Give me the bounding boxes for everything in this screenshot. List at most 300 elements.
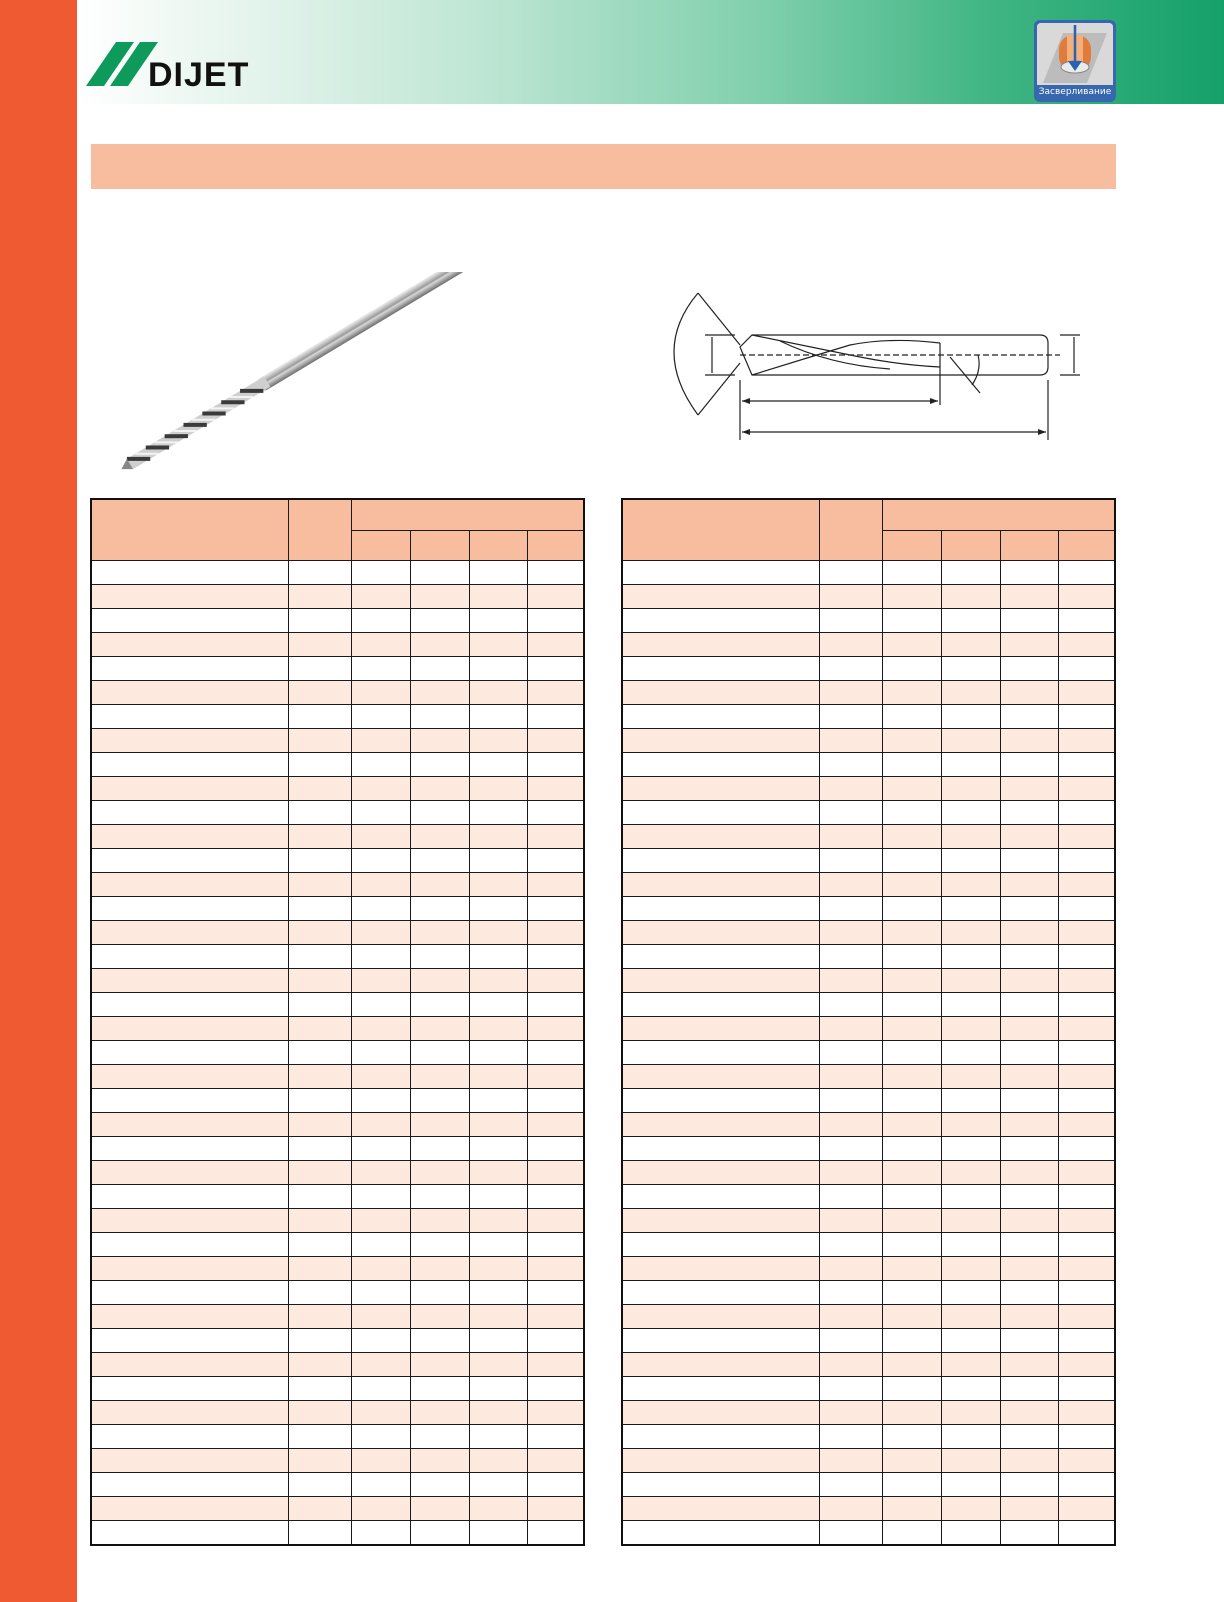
table-cell <box>942 705 1000 729</box>
table-cell <box>411 993 469 1017</box>
table-cell <box>351 753 410 777</box>
table-cell <box>942 1281 1000 1305</box>
table-row <box>91 1161 584 1185</box>
table-cell <box>1000 657 1058 681</box>
table-cell <box>411 1425 469 1449</box>
table-cell <box>469 825 527 849</box>
table-cell <box>1059 681 1116 705</box>
table-cell <box>1000 1401 1058 1425</box>
table-cell <box>91 1497 289 1521</box>
table-cell <box>622 945 820 969</box>
table-cell <box>469 1017 527 1041</box>
table-cell <box>1000 1137 1058 1161</box>
table-row <box>622 1281 1115 1305</box>
table-cell <box>1000 609 1058 633</box>
table-cell <box>1059 849 1116 873</box>
table-cell <box>1000 729 1058 753</box>
table-cell <box>91 777 289 801</box>
table-row <box>91 969 584 993</box>
table-row <box>622 705 1115 729</box>
table-cell <box>528 1449 585 1473</box>
table-cell <box>469 1473 527 1497</box>
table-cell <box>820 705 883 729</box>
table-cell <box>1000 849 1058 873</box>
table-row <box>622 873 1115 897</box>
table-cell <box>528 585 585 609</box>
table-cell <box>289 1353 352 1377</box>
table-cell <box>820 825 883 849</box>
table-row <box>91 777 584 801</box>
table-cell <box>622 705 820 729</box>
table-cell <box>411 609 469 633</box>
table-cell <box>1000 585 1058 609</box>
table-cell <box>622 633 820 657</box>
table-cell <box>351 1521 410 1546</box>
title-bar <box>91 144 1116 189</box>
table-cell <box>469 801 527 825</box>
table-cell <box>820 777 883 801</box>
table-cell <box>469 1497 527 1521</box>
table-cell <box>1059 1257 1116 1281</box>
table-cell <box>942 1449 1000 1473</box>
table-cell <box>469 1521 527 1546</box>
table-row <box>622 969 1115 993</box>
table-cell <box>411 1137 469 1161</box>
table-cell <box>820 993 883 1017</box>
table-cell <box>469 729 527 753</box>
table-cell <box>411 1449 469 1473</box>
table-cell <box>622 897 820 921</box>
table-cell <box>289 1041 352 1065</box>
table-cell <box>1000 1113 1058 1137</box>
table-cell <box>1059 1017 1116 1041</box>
spec-table-left <box>90 498 585 1546</box>
table-cell <box>351 1449 410 1473</box>
table-cell <box>351 1041 410 1065</box>
table-cell <box>411 1257 469 1281</box>
table-cell <box>820 681 883 705</box>
table-cell <box>351 1233 410 1257</box>
table-row <box>622 1209 1115 1233</box>
table-cell <box>528 1257 585 1281</box>
table-cell <box>1000 1089 1058 1113</box>
table-cell <box>1059 1305 1116 1329</box>
table-cell <box>528 897 585 921</box>
table-cell <box>351 1377 410 1401</box>
header-group-cell <box>351 499 584 531</box>
header-subcell <box>528 531 585 561</box>
table-cell <box>882 849 941 873</box>
header-subcell <box>942 531 1000 561</box>
table-cell <box>820 1041 883 1065</box>
table-cell <box>942 801 1000 825</box>
table-cell <box>1000 1017 1058 1041</box>
table-cell <box>91 1185 289 1209</box>
table-cell <box>528 849 585 873</box>
brand-name: DIJET <box>148 56 250 94</box>
table-row <box>622 1473 1115 1497</box>
table-cell <box>942 657 1000 681</box>
table-cell <box>820 1473 883 1497</box>
table-cell <box>1059 1161 1116 1185</box>
table-cell <box>91 945 289 969</box>
table-cell <box>528 1329 585 1353</box>
table-cell <box>942 1473 1000 1497</box>
table-cell <box>411 657 469 681</box>
table-cell <box>351 1113 410 1137</box>
table-cell <box>942 1137 1000 1161</box>
table-cell <box>622 1329 820 1353</box>
table-row <box>622 1449 1115 1473</box>
table-cell <box>351 1137 410 1161</box>
table-row <box>622 1185 1115 1209</box>
table-row <box>622 777 1115 801</box>
table-cell <box>1000 1257 1058 1281</box>
table-row <box>91 753 584 777</box>
table-cell <box>351 1425 410 1449</box>
table-row <box>622 1065 1115 1089</box>
table-cell <box>411 681 469 705</box>
table-body-right <box>622 561 1115 1546</box>
table-cell <box>289 1329 352 1353</box>
table-cell <box>1000 921 1058 945</box>
table-cell <box>622 1449 820 1473</box>
table-cell <box>351 897 410 921</box>
table-cell <box>1000 825 1058 849</box>
table-cell <box>528 1137 585 1161</box>
table-cell <box>942 897 1000 921</box>
table-row <box>91 1449 584 1473</box>
table-cell <box>469 705 527 729</box>
table-cell <box>289 753 352 777</box>
table-cell <box>622 1137 820 1161</box>
table-cell <box>528 609 585 633</box>
table-cell <box>820 657 883 681</box>
table-cell <box>91 921 289 945</box>
table-cell <box>882 609 941 633</box>
table-cell <box>289 993 352 1017</box>
table-cell <box>1059 921 1116 945</box>
table-cell <box>528 969 585 993</box>
table-cell <box>882 777 941 801</box>
table-cell <box>411 1041 469 1065</box>
table-row <box>91 705 584 729</box>
table-cell <box>528 1017 585 1041</box>
table-cell <box>622 801 820 825</box>
table-cell <box>820 1065 883 1089</box>
table-cell <box>91 1041 289 1065</box>
table-cell <box>469 1065 527 1089</box>
table-cell <box>469 1137 527 1161</box>
table-cell <box>91 1425 289 1449</box>
table-cell <box>622 609 820 633</box>
table-cell <box>1059 969 1116 993</box>
table-cell <box>622 1113 820 1137</box>
table-row <box>91 585 584 609</box>
table-cell <box>1059 1281 1116 1305</box>
table-cell <box>882 897 941 921</box>
table-cell <box>351 1257 410 1281</box>
table-cell <box>820 897 883 921</box>
table-cell <box>942 1305 1000 1329</box>
table-cell <box>1000 1329 1058 1353</box>
table-cell <box>411 849 469 873</box>
table-cell <box>469 1329 527 1353</box>
table-cell <box>289 801 352 825</box>
table-cell <box>91 1401 289 1425</box>
table-cell <box>820 1113 883 1137</box>
table-cell <box>882 1521 941 1546</box>
table-cell <box>469 1257 527 1281</box>
table-row <box>91 681 584 705</box>
table-cell <box>351 561 410 585</box>
table-row <box>91 921 584 945</box>
table-cell <box>411 921 469 945</box>
table-cell <box>351 1017 410 1041</box>
drilling-icon <box>1037 23 1113 85</box>
table-cell <box>882 921 941 945</box>
table-cell <box>91 1137 289 1161</box>
table-cell <box>91 1449 289 1473</box>
table-cell <box>289 561 352 585</box>
table-cell <box>1000 1209 1058 1233</box>
table-cell <box>351 633 410 657</box>
table-row <box>622 921 1115 945</box>
table-cell <box>942 777 1000 801</box>
table-cell <box>351 1185 410 1209</box>
table-cell <box>1059 777 1116 801</box>
table-cell <box>622 1257 820 1281</box>
table-cell <box>469 633 527 657</box>
table-cell <box>622 921 820 945</box>
table-cell <box>289 945 352 969</box>
table-cell <box>942 945 1000 969</box>
table-cell <box>942 1113 1000 1137</box>
table-cell <box>882 1473 941 1497</box>
table-row <box>91 849 584 873</box>
table-row <box>622 681 1115 705</box>
table-cell <box>411 1185 469 1209</box>
table-cell <box>942 729 1000 753</box>
table-cell <box>91 801 289 825</box>
table-cell <box>411 1089 469 1113</box>
table-cell <box>469 585 527 609</box>
table-cell <box>882 681 941 705</box>
table-cell <box>91 705 289 729</box>
table-cell <box>1059 897 1116 921</box>
table-cell <box>91 1233 289 1257</box>
table-cell <box>882 1209 941 1233</box>
table-row <box>91 657 584 681</box>
table-cell <box>528 1113 585 1137</box>
header-subcell <box>351 531 410 561</box>
table-row <box>91 1017 584 1041</box>
table-cell <box>1059 753 1116 777</box>
table-cell <box>820 729 883 753</box>
table-cell <box>528 1065 585 1089</box>
table-cell <box>289 873 352 897</box>
table-cell <box>351 1497 410 1521</box>
table-cell <box>942 1377 1000 1401</box>
table-cell <box>1000 801 1058 825</box>
table-cell <box>91 1161 289 1185</box>
table-cell <box>1000 1185 1058 1209</box>
table-cell <box>622 1305 820 1329</box>
table-cell <box>622 729 820 753</box>
table-row <box>91 1233 584 1257</box>
header-subcell <box>411 531 469 561</box>
table-cell <box>1000 705 1058 729</box>
table-row <box>91 897 584 921</box>
table-cell <box>528 921 585 945</box>
table-cell <box>351 945 410 969</box>
table-cell <box>351 1089 410 1113</box>
table-cell <box>820 1161 883 1185</box>
table-cell <box>91 1209 289 1233</box>
table-cell <box>469 657 527 681</box>
table-cell <box>882 1329 941 1353</box>
table-cell <box>1059 585 1116 609</box>
table-cell <box>820 1497 883 1521</box>
header-subcell <box>1000 531 1058 561</box>
table-cell <box>411 1497 469 1521</box>
table-cell <box>942 1521 1000 1546</box>
table-cell <box>882 1017 941 1041</box>
table-cell <box>528 1209 585 1233</box>
table-cell <box>942 1401 1000 1425</box>
table-cell <box>622 849 820 873</box>
table-cell <box>469 897 527 921</box>
table-cell <box>1059 945 1116 969</box>
table-cell <box>91 729 289 753</box>
table-cell <box>528 1305 585 1329</box>
table-cell <box>289 1209 352 1233</box>
table-row <box>622 1089 1115 1113</box>
table-cell <box>528 993 585 1017</box>
table-cell <box>622 1281 820 1305</box>
table-cell <box>1000 1353 1058 1377</box>
table-cell <box>411 777 469 801</box>
table-cell <box>1000 1161 1058 1185</box>
table-cell <box>942 1209 1000 1233</box>
table-cell <box>289 849 352 873</box>
table-cell <box>820 1425 883 1449</box>
table-row <box>622 657 1115 681</box>
header-cell <box>289 499 352 561</box>
table-cell <box>91 1065 289 1089</box>
table-row <box>91 1305 584 1329</box>
table-cell <box>289 633 352 657</box>
table-cell <box>351 1281 410 1305</box>
table-cell <box>1059 705 1116 729</box>
table-cell <box>882 1281 941 1305</box>
table-cell <box>622 1209 820 1233</box>
table-cell <box>289 1521 352 1546</box>
table-cell <box>1059 873 1116 897</box>
table-cell <box>528 1497 585 1521</box>
table-cell <box>622 1425 820 1449</box>
table-cell <box>528 945 585 969</box>
table-cell <box>622 1185 820 1209</box>
table-cell <box>528 753 585 777</box>
table-cell <box>1000 1281 1058 1305</box>
table-cell <box>91 1473 289 1497</box>
table-cell <box>91 1377 289 1401</box>
table-cell <box>820 753 883 777</box>
table-cell <box>411 969 469 993</box>
table-cell <box>528 1473 585 1497</box>
table-cell <box>942 633 1000 657</box>
table-cell <box>942 681 1000 705</box>
table-cell <box>289 1137 352 1161</box>
table-cell <box>942 1425 1000 1449</box>
table-cell <box>1000 1305 1058 1329</box>
table-row <box>622 1305 1115 1329</box>
table-cell <box>942 993 1000 1017</box>
table-cell <box>289 1497 352 1521</box>
header-subcell <box>1059 531 1116 561</box>
table-cell <box>289 705 352 729</box>
table-row <box>622 1233 1115 1257</box>
table-cell <box>289 1089 352 1113</box>
table-row <box>91 1353 584 1377</box>
table-cell <box>528 1233 585 1257</box>
table-row <box>622 1041 1115 1065</box>
table-row <box>622 825 1115 849</box>
table-cell <box>882 1449 941 1473</box>
table-cell <box>820 1281 883 1305</box>
table-row <box>91 1401 584 1425</box>
table-cell <box>528 729 585 753</box>
table-cell <box>469 1113 527 1137</box>
table-cell <box>622 1401 820 1425</box>
table-cell <box>289 1377 352 1401</box>
table-cell <box>882 633 941 657</box>
table-cell <box>942 753 1000 777</box>
table-cell <box>469 1401 527 1425</box>
table-cell <box>622 1041 820 1065</box>
table-cell <box>622 993 820 1017</box>
table-cell <box>91 657 289 681</box>
table-cell <box>1000 1521 1058 1546</box>
table-cell <box>1000 1377 1058 1401</box>
table-cell <box>411 753 469 777</box>
table-cell <box>411 1401 469 1425</box>
table-cell <box>351 609 410 633</box>
table-cell <box>1059 1449 1116 1473</box>
table-cell <box>820 1521 883 1546</box>
table-row <box>91 1473 584 1497</box>
header-cell <box>820 499 883 561</box>
table-cell <box>1000 993 1058 1017</box>
table-cell <box>1000 681 1058 705</box>
table-cell <box>91 849 289 873</box>
table-cell <box>289 1281 352 1305</box>
table-cell <box>622 681 820 705</box>
table-cell <box>351 1353 410 1377</box>
table-cell <box>622 1089 820 1113</box>
table-cell <box>289 1401 352 1425</box>
table-cell <box>1059 561 1116 585</box>
table-cell <box>91 969 289 993</box>
table-cell <box>469 945 527 969</box>
table-cell <box>351 1305 410 1329</box>
table-cell <box>411 1161 469 1185</box>
table-cell <box>469 1353 527 1377</box>
table-cell <box>882 945 941 969</box>
table-cell <box>942 1329 1000 1353</box>
table-cell <box>882 561 941 585</box>
